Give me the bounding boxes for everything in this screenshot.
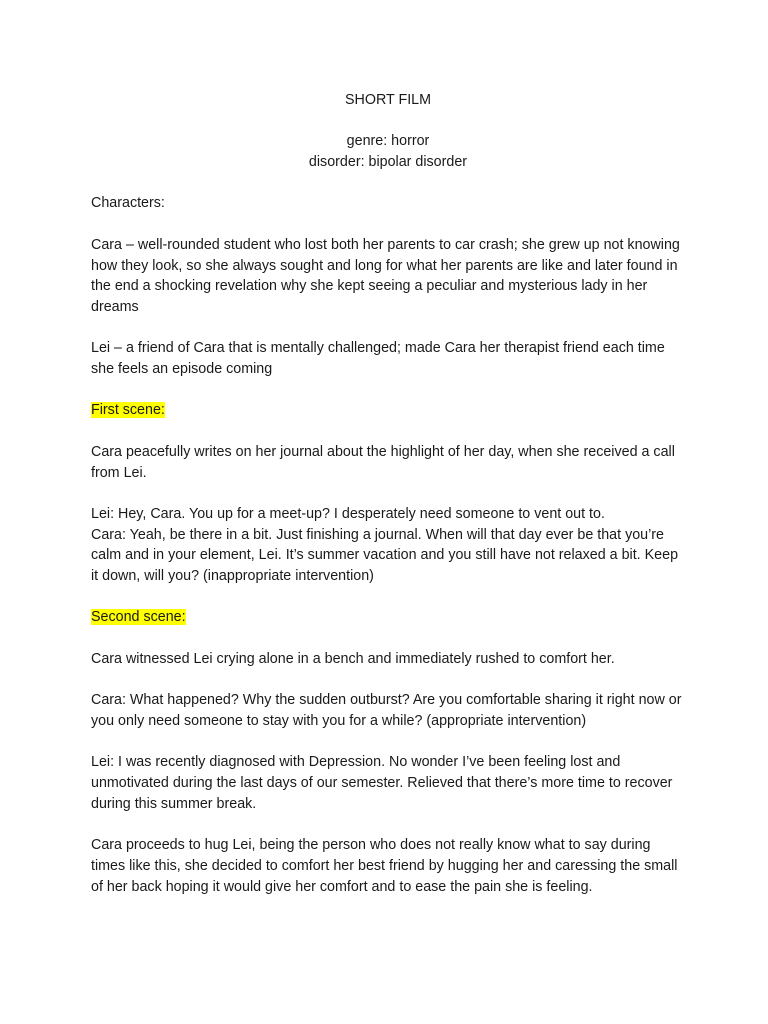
- scene-2-heading-line: [91, 607, 685, 628]
- scene-1-heading: First scene:: [91, 402, 165, 419]
- scene-1-line-cara: Cara: Yeah, be there in a bit. Just finishing a journal. When will that day ever be that you’re calm and in your element, Lei. It’s summer vacation and you still have not relaxed a bit. Keep it down, will you? (inappropriate intervention): [91, 526, 679, 585]
- genre-line: genre: horror: [346, 133, 430, 150]
- disorder-line: disorder: bipolar disorder: [308, 154, 468, 171]
- scene-2-line-cara: Cara: What happened? Why the sudden outburst? Are you comfortable sharing it right now or you only need someone to stay with you for a while? (appropriate intervention): [91, 692, 682, 729]
- scene-1-heading-line: [91, 400, 685, 421]
- scene-2-closing: Cara proceeds to hug Lei, being the person who does not really know what to say during times like this, she decided to comfort her best friend by hugging her and caressing the small of her back hoping it would give her comfort and to ease the pain she is feeling.: [91, 837, 678, 895]
- scene-1-narration: Cara peacefully writes on her journal about the highlight of her day, when she received a call from Lei.: [91, 443, 675, 481]
- scene-2-narration: Cara witnessed Lei crying alone in a bench and immediately rushed to comfort her.: [91, 650, 615, 667]
- scene-2-line-lei: Lei: I was recently diagnosed with Depression. No wonder I’ve been feeling lost and unmotivated during the last days of our semester. Relieved that there’s more time to recover during this summer break.: [91, 754, 673, 812]
- character-cara: Cara – well-rounded student who lost both her parents to car crash; she grew up not knowing how they look, so she always sought and long for what her parents are like and later found in the end a shocking revelation why she kept seeing a peculiar and mysterious lady in her dreams: [91, 236, 680, 315]
- character-lei: Lei – a friend of Cara that is mentally challenged; made Cara her therapist friend each time she feels an episode coming: [91, 340, 665, 378]
- scene-2-heading: Second scene:: [91, 609, 186, 626]
- document-title: SHORT FILM: [344, 92, 432, 108]
- document-page: [91, 90, 685, 897]
- scene-1-line-lei: Lei: Hey, Cara. You up for a meet-up? I desperately need someone to vent out to.: [91, 505, 605, 522]
- characters-heading: Characters:: [91, 195, 165, 212]
